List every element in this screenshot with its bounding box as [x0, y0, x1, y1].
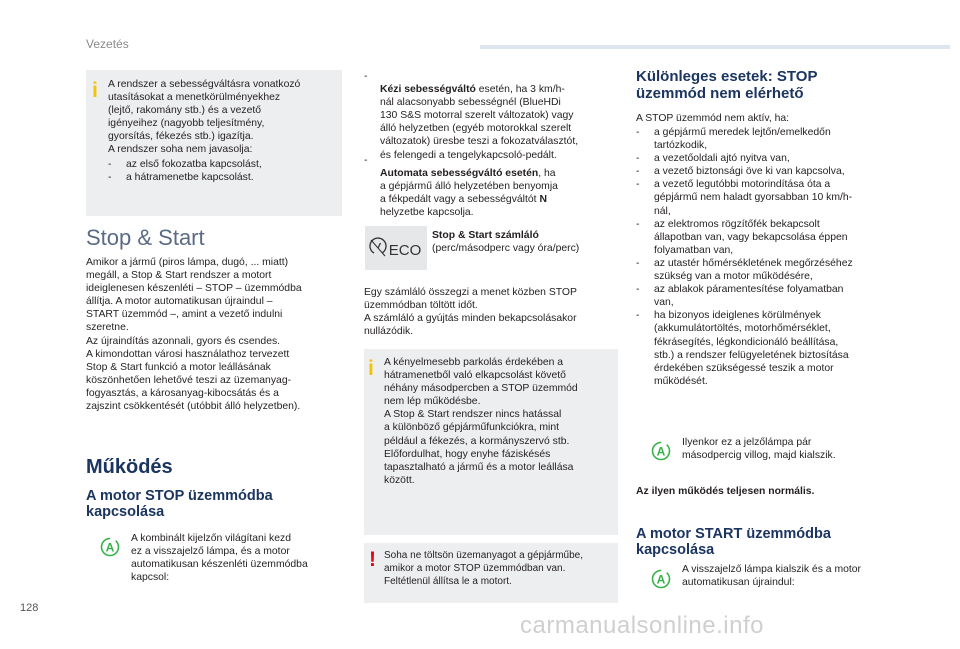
eco-counter-icon: [365, 226, 427, 270]
auto-stop-lamp-letter: A: [656, 572, 666, 587]
auto-stop-lamp-icon: [100, 537, 120, 557]
auto-stop-lamp-icon-blinking: [651, 441, 671, 461]
page-title: Stop & Start: [86, 225, 205, 250]
info-box-gear-advice: [86, 70, 342, 216]
counter-paragraph: Egy számláló összegzi a menet közben STOP üzemmódban töltött időt. A számláló a gyújtás minden bekapcsolásakor nullázódik.: [364, 287, 577, 338]
stop-mode-text: A kombinált kijelzőn világítani kezd ez a visszajelző lámpa, és a motor automatikusan készenléti üzemmódba kapcsol:: [131, 533, 308, 584]
info-icon: i: [368, 357, 374, 380]
info-box-list: [108, 158, 338, 184]
watermark: carmanualsonline.info: [520, 612, 764, 639]
auto-stop-lamp-letter: A: [656, 444, 666, 459]
eco-label: ECO: [388, 242, 422, 259]
start-mode-text: A visszajelző lámpa kialszik és a motor automatikusan újraindul:: [682, 564, 862, 589]
intro-paragraph: Amikor a jármű (piros lámpa, dugó, ... miatt) megáll, a Stop & Start rendszer a motort ideiglenesen készenléti – STOP – üzemmódba állítja. A motor automatikusan újraindul – START üzemmód –, amint a vezető indulni szeretne. Az újraindítás azonnali, gyors és csendes. A kimondottan városi használathoz tervezett Stop & Start funkció a motor leállásának köszönhetően lehetővé teszi az üzemanyag- fogyasztás, a károsanyag-kibocsátás és a zajszint csökkentését (utóbbit álló helyzetben).: [86, 257, 302, 413]
automatic-gearbox-label: Automata sebességváltó esetén: [380, 168, 539, 180]
automatic-gearbox-text: , ha a gépjármű álló helyzetében benyomja a fékpedált vagy a sebességváltót: [380, 168, 558, 206]
list-item: - az első fokozatba kapcsolást,: [108, 158, 338, 171]
info-box-parking: [364, 349, 618, 535]
manual-gearbox-text: esetén, ha 3 km/h- nál alacsonyabb sebességnél (BlueHDi 130 S&S motorral szerelt változatok) vagy álló helyzetben (egyéb motorokkal szerelt változatok) üresbe teszi a fokozatválasztót, és felengedi a tengelykapcsoló-pedált.: [380, 84, 579, 161]
counter-title: Stop & Start számláló: [432, 230, 539, 241]
list-item: - a gépjármű meredek lejtőn/emelkedőn tartózkodik,: [636, 126, 898, 152]
list-item: - az ablakok páramentesítése folyamatban van,: [636, 283, 898, 309]
warning-text: Soha ne töltsön üzemanyagot a gépjárműbe, amikor a motor STOP üzemmódban van. Feltétlenül állítsa le a motort.: [384, 550, 584, 588]
gear-n-label: N: [539, 194, 547, 206]
header-divider: [480, 45, 950, 49]
warning-icon: !: [369, 548, 376, 571]
list-item: - az elektromos rögzítőfék bekapcsolt állapotban van, vagy bekapcsolása éppen folyamatban van,: [636, 218, 898, 257]
list-item: - ha bizonyos ideiglenes körülmények (akkumulátortöltés, motorhőmérséklet, fékrásegítés, légkondicionáló beállítása, stb.) a rendszer felügyeletének biztosítása érdekében szükségessé teszik a motor működését.: [636, 309, 898, 388]
special-cases-list: [636, 126, 898, 388]
heading-start-mode: A motor START üzemmódba kapcsolása: [636, 526, 831, 558]
list-item: - az utastér hőmérsékletének megőrzéséhez szükség van a motor működésére,: [636, 257, 898, 283]
heading-special-cases: Különleges esetek: STOP üzemmód nem elérhető: [636, 68, 818, 102]
section-header: Vezetés: [86, 37, 129, 51]
automatic-gearbox-item: - Automata sebességváltó esetén, ha a gépjármű álló helyzetében benyomja a fékpedált vagy a sebességváltót N helyzetbe kapcsolja.: [364, 155, 558, 219]
manual-gearbox-label: Kézi sebességváltó: [380, 84, 476, 96]
heading-stop-mode: A motor STOP üzemmódba kapcsolása: [86, 488, 273, 520]
info-box-parking-text: A kényelmesebb parkolás érdekében a hátramenetből való elkapcsolást követő néhány másodpercben a STOP üzemmód nem lép működésbe. A Stop & Start rendszer nincs hatással a különböző gépjárműfunkciókra, mint például a fékezés, a kormányszervó stb. Előfordulhat, hogy enyhe fáziskésés tapasztalható a jármű és a motor leállása között.: [384, 357, 578, 486]
list-item: - a vezető biztonsági öve ki van kapcsolva,: [636, 165, 898, 178]
special-cases-intro: A STOP üzemmód nem aktív, ha:: [636, 113, 790, 124]
info-icon: i: [92, 79, 98, 102]
info-box-text: A rendszer a sebességváltásra vonatkozó utasításokat a menetkörülményekhez (lejtő, rakomány stb.) és a vezető igényeihez (nagyobb teljesítmény, gyorsítás, fékezés stb.) igazítja. A rendszer soha nem javasolja:: [108, 79, 301, 156]
normal-operation-note: Az ilyen működés teljesen normális.: [636, 486, 815, 497]
counter-subtitle: (perc/másodperc vagy óra/perc): [432, 243, 580, 254]
blinking-text: Ilyenkor ez a jelzőlámpa pár másodpercig villog, majd kialszik.: [682, 437, 836, 462]
manual-gearbox-item: - Kézi sebességváltó esetén, ha 3 km/h- nál alacsonyabb sebességnél (BlueHDi 130 S&S motorral szerelt változatok) vagy álló helyzetben (egyéb motorokkal szerelt változatok) üresbe teszi a fokozatválasztót, és felengedi a tengelykapcsoló-pedált.: [364, 71, 579, 161]
auto-stop-lamp-letter: A: [105, 540, 115, 555]
list-item: - a vezető legutóbbi motorindítása óta a gépjármű nem haladt gyorsabban 10 km/h- nál,: [636, 178, 898, 217]
list-item: - a hátramenetbe kapcsolást.: [108, 171, 338, 184]
page-number: 128: [20, 602, 39, 614]
auto-stop-lamp-icon-off: [651, 569, 671, 589]
heading-mukodes: Működés: [86, 456, 173, 478]
list-item: - a vezetőoldali ajtó nyitva van,: [636, 152, 898, 165]
warning-box-refuel: [364, 543, 618, 603]
automatic-gearbox-end: helyzetbe kapcsolja.: [380, 207, 474, 219]
